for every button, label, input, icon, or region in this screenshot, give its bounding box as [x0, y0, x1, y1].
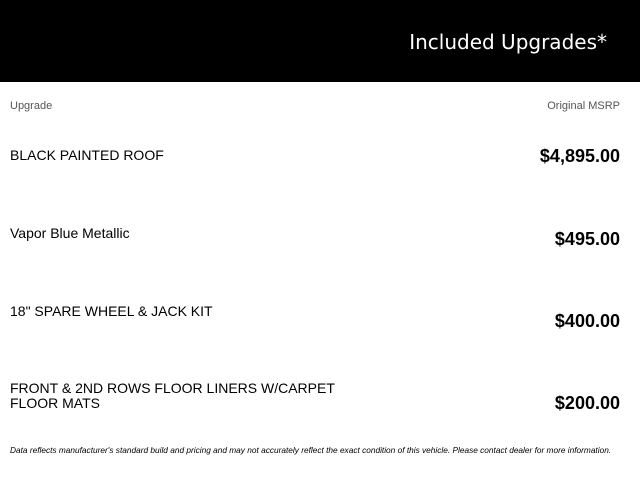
column-header-upgrade: Upgrade — [10, 100, 53, 112]
page-title: Included Upgrades* — [409, 30, 607, 54]
upgrade-price: $495.00 — [554, 229, 620, 249]
upgrade-price: $400.00 — [554, 311, 620, 331]
upgrade-price: $4,895.00 — [539, 146, 620, 166]
disclaimer-text: Data reflects manufacturer's standard build and pricing and may not accurately reflect the exact condition of this vehicle. Please contact dealer for more information. — [10, 445, 612, 455]
upgrade-name: FRONT & 2ND ROWS FLOOR LINERS W/CARPET FLOOR MATS — [10, 380, 335, 411]
upgrade-name: Vapor Blue Metallic — [10, 225, 130, 241]
upgrade-name: BLACK PAINTED ROOF — [10, 147, 164, 163]
header-bar — [0, 0, 640, 82]
upgrade-name: 18" SPARE WHEEL & JACK KIT — [10, 303, 213, 319]
upgrade-price: $200.00 — [554, 393, 620, 413]
column-header-msrp: Original MSRP — [547, 100, 620, 112]
